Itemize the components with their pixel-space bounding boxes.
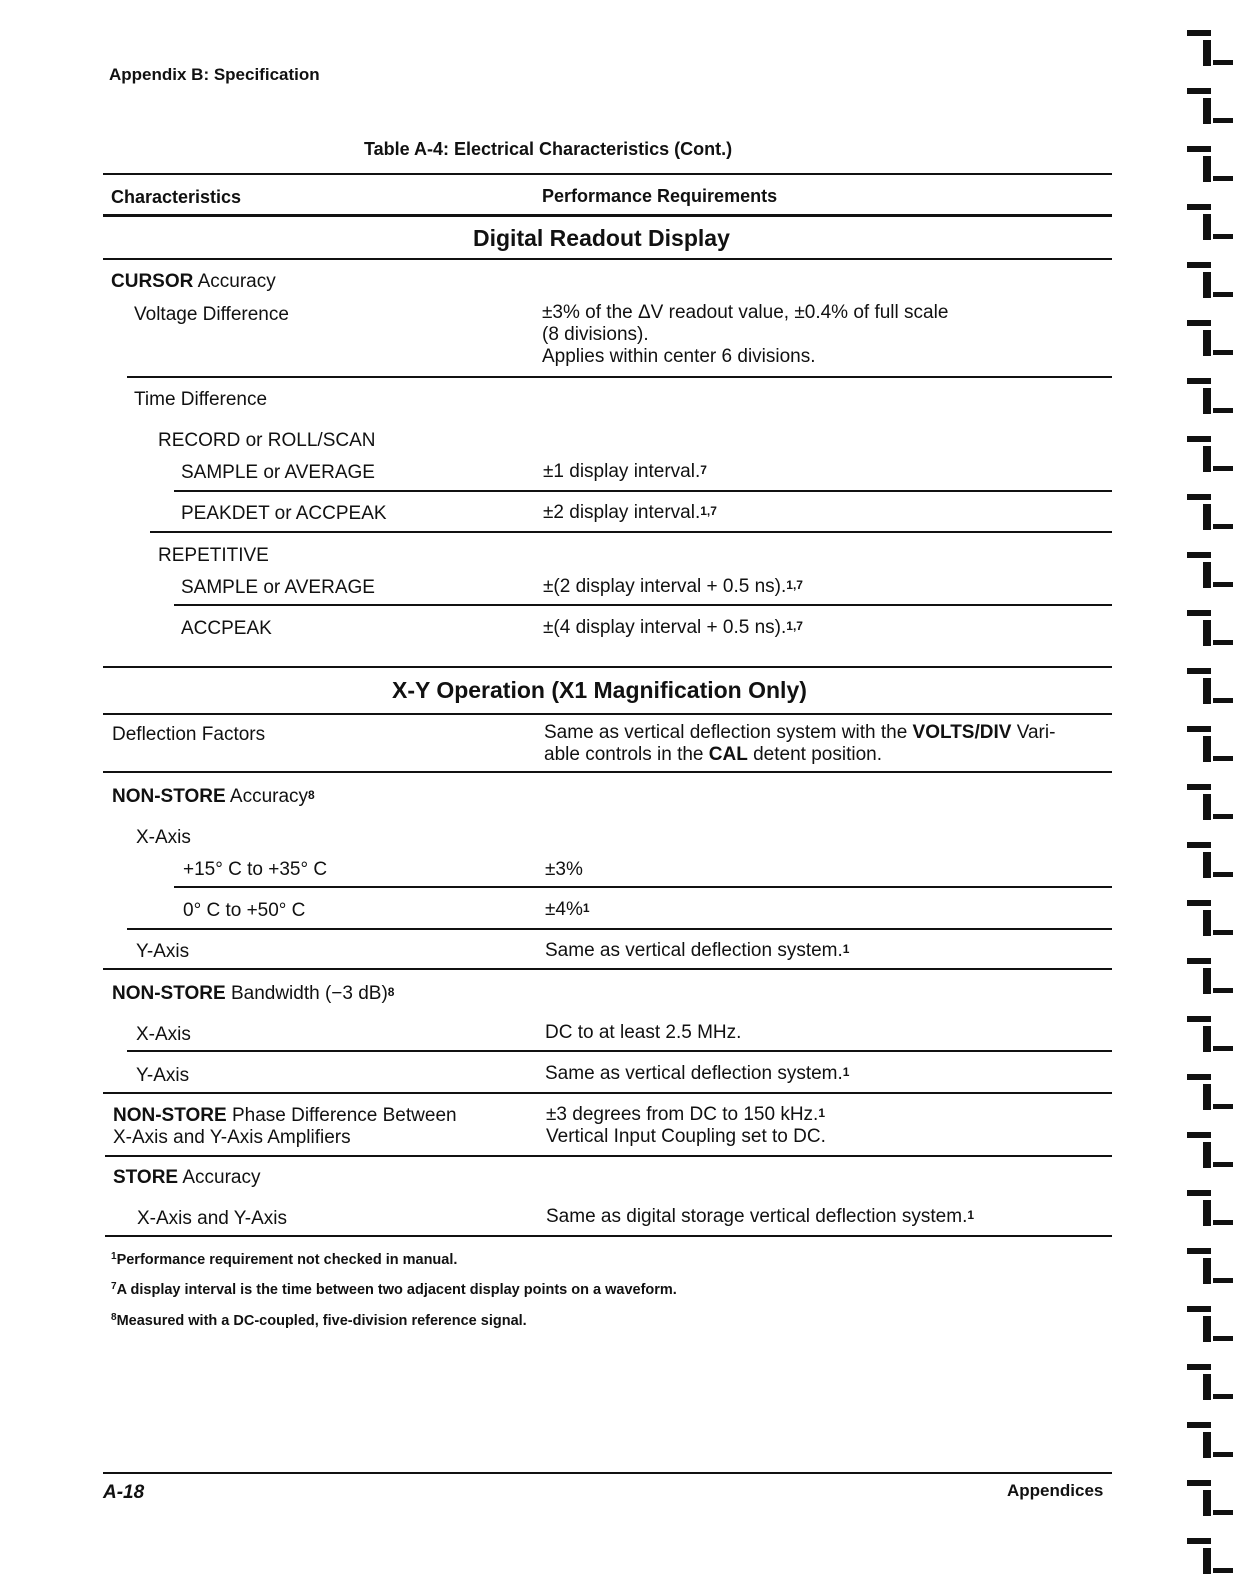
edge-mark: [1203, 446, 1211, 472]
edge-mark: [1187, 1538, 1211, 1544]
page-number: A-18: [103, 1482, 145, 1503]
edge-mark: [1203, 794, 1211, 820]
footer-section-name: Appendices: [1007, 1481, 1104, 1500]
edge-mark: [1213, 1046, 1233, 1051]
edge-mark: [1213, 582, 1233, 587]
deflection-factors-label: Deflection Factors: [112, 724, 266, 745]
edge-mark: [1187, 1480, 1211, 1486]
edge-mark: [1203, 562, 1211, 588]
temp-range-2-spec: ±4%$^1$: [545, 899, 590, 920]
y-axis-label: Y-Axis: [136, 941, 190, 962]
edge-mark: [1203, 620, 1211, 646]
edge-mark: [1213, 408, 1233, 413]
edge-mark: [1187, 1016, 1211, 1022]
record-roll-scan-label: RECORD or ROLL/SCAN: [158, 430, 376, 451]
edge-mark: [1213, 1510, 1233, 1515]
edge-mark: [1187, 1132, 1211, 1138]
footer-rule: [103, 1472, 1112, 1474]
row-rule: [174, 604, 1112, 606]
edge-mark: [1203, 504, 1211, 530]
edge-mark: [1213, 118, 1233, 123]
edge-mark: [1213, 1452, 1233, 1457]
row-rule: [150, 531, 1112, 533]
edge-mark: [1213, 60, 1233, 65]
phase-difference-label-line1: NON-STORE Phase Difference Between: [113, 1105, 457, 1126]
bandwidth-y-axis-spec: Same as vertical deflection system.$^1$: [545, 1063, 850, 1084]
edge-mark: [1187, 378, 1211, 384]
edge-mark: [1203, 736, 1211, 762]
edge-mark: [1203, 1316, 1211, 1342]
edge-mark: [1187, 784, 1211, 790]
bandwidth-x-axis-spec: DC to at least 2.5 MHz.: [545, 1022, 742, 1043]
row-rule: [105, 1155, 1112, 1157]
row-rule: [127, 1050, 1112, 1052]
edge-mark: [1187, 1422, 1211, 1428]
edge-mark: [1203, 1490, 1211, 1516]
y-axis-spec: Same as vertical deflection system.$^1$: [545, 940, 850, 961]
row-rule: [174, 886, 1112, 888]
deflection-factors-spec-line2: able controls in the CAL detent position.: [544, 744, 882, 765]
edge-mark: [1187, 146, 1211, 152]
edge-mark: [1213, 872, 1233, 877]
header-bottom-rule: [103, 214, 1112, 217]
edge-mark: [1203, 1258, 1211, 1284]
row-rule: [174, 490, 1112, 492]
edge-mark: [1187, 494, 1211, 500]
store-accuracy-label: STORE Accuracy: [113, 1167, 261, 1188]
row-rule: [127, 928, 1112, 930]
record-peakdet-label: PEAKDET or ACCPEAK: [181, 503, 387, 524]
non-store-accuracy-label: NON-STORE Accuracy$^8$: [112, 786, 315, 807]
table-bottom-rule: [105, 1235, 1112, 1237]
edge-mark: [1187, 262, 1211, 268]
edge-mark: [1213, 234, 1233, 239]
row-rule: [103, 771, 1112, 773]
section-title-digital-readout: Digital Readout Display: [473, 225, 730, 251]
edge-mark: [1213, 176, 1233, 181]
edge-mark: [1187, 436, 1211, 442]
time-difference-label: Time Difference: [134, 389, 268, 410]
x-axis-label: X-Axis: [136, 827, 191, 848]
edge-mark: [1203, 852, 1211, 878]
edge-mark: [1187, 1190, 1211, 1196]
edge-mark: [1187, 1364, 1211, 1370]
phase-difference-spec-line2: Vertical Input Coupling set to DC.: [546, 1126, 826, 1147]
edge-mark: [1203, 388, 1211, 414]
edge-mark: [1203, 1432, 1211, 1458]
edge-mark: [1187, 552, 1211, 558]
edge-mark: [1213, 1220, 1233, 1225]
column-header-characteristics: Characteristics: [111, 187, 242, 207]
cursor-accuracy-label: CURSOR Accuracy: [111, 271, 276, 292]
temp-range-1-label: +15° C to +35° C: [183, 859, 328, 880]
edge-mark: [1203, 330, 1211, 356]
running-header: Appendix B: Specification: [109, 65, 320, 84]
edge-mark: [1203, 678, 1211, 704]
edge-mark: [1213, 640, 1233, 645]
edge-mark: [1187, 1248, 1211, 1254]
edge-mark: [1213, 292, 1233, 297]
edge-mark: [1203, 272, 1211, 298]
phase-difference-spec-line1: ±3 degrees from DC to 150 kHz.$^1$: [546, 1104, 826, 1125]
table-top-rule: [103, 173, 1112, 175]
edge-mark: [1213, 756, 1233, 761]
edge-mark: [1213, 1278, 1233, 1283]
section-title-xy-operation: X-Y Operation (X1 Magnification Only): [392, 677, 807, 703]
temp-range-1-spec: ±3%: [545, 859, 583, 880]
edge-mark: [1187, 1306, 1211, 1312]
edge-mark: [1203, 1200, 1211, 1226]
record-peakdet-spec: ±2 display interval.$^{1,7}$: [543, 502, 717, 523]
edge-mark: [1187, 30, 1211, 36]
edge-mark: [1213, 698, 1233, 703]
page-edge-tab-marks: [1173, 0, 1233, 1586]
edge-mark: [1187, 958, 1211, 964]
edge-mark: [1203, 214, 1211, 240]
edge-mark: [1213, 814, 1233, 819]
edge-mark: [1213, 466, 1233, 471]
edge-mark: [1213, 1336, 1233, 1341]
voltage-difference-spec-line2: (8 divisions).: [542, 324, 649, 345]
record-sample-average-spec: ±1 display interval.$^7$: [543, 461, 707, 482]
edge-mark: [1203, 98, 1211, 124]
edge-mark: [1203, 1548, 1211, 1574]
edge-mark: [1187, 668, 1211, 674]
edge-mark: [1187, 1074, 1211, 1080]
voltage-difference-label: Voltage Difference: [134, 304, 289, 325]
repetitive-accpeak-spec: ±(4 display interval + 0.5 ns).$^{1,7}$: [543, 617, 803, 638]
edge-mark: [1187, 204, 1211, 210]
record-sample-average-label: SAMPLE or AVERAGE: [181, 462, 375, 483]
table-caption: Table A-4: Electrical Characteristics (Cont.): [364, 139, 733, 159]
edge-mark: [1203, 40, 1211, 66]
edge-mark: [1203, 1026, 1211, 1052]
edge-mark: [1187, 900, 1211, 906]
edge-mark: [1213, 1568, 1233, 1573]
repetitive-accpeak-label: ACCPEAK: [181, 618, 272, 639]
temp-range-2-label: 0° C to +50° C: [183, 900, 306, 921]
section-top-rule: [103, 666, 1112, 668]
edge-mark: [1203, 910, 1211, 936]
deflection-factors-spec-line1: Same as vertical deflection system with the VOLTS/DIV Vari-: [544, 722, 1056, 743]
edge-mark: [1203, 1142, 1211, 1168]
edge-mark: [1203, 1084, 1211, 1110]
edge-mark: [1213, 350, 1233, 355]
footnote-1: $^1$Performance requirement not checked in manual.: [111, 1251, 458, 1268]
non-store-bandwidth-label: NON-STORE Bandwidth (−3 dB)$^8$: [112, 983, 395, 1004]
edge-mark: [1213, 930, 1233, 935]
section-rule: [103, 258, 1112, 260]
edge-mark: [1187, 842, 1211, 848]
edge-mark: [1187, 88, 1211, 94]
phase-difference-label-line2: X-Axis and Y-Axis Amplifiers: [113, 1127, 351, 1148]
repetitive-sample-average-spec: ±(2 display interval + 0.5 ns).$^{1,7}$: [543, 576, 803, 597]
row-rule: [127, 376, 1112, 378]
edge-mark: [1203, 156, 1211, 182]
section-rule: [103, 713, 1112, 715]
column-header-performance: Performance Requirements: [542, 186, 778, 206]
footnote-7: $^7$A display interval is the time between two adjacent display points on a waveform.: [111, 1281, 677, 1298]
edge-mark: [1213, 988, 1233, 993]
edge-mark: [1203, 1374, 1211, 1400]
edge-mark: [1187, 610, 1211, 616]
edge-mark: [1213, 1394, 1233, 1399]
voltage-difference-spec-line1: ±3% of the ΔV readout value, ±0.4% of full scale: [542, 302, 949, 323]
edge-mark: [1203, 968, 1211, 994]
edge-mark: [1213, 1104, 1233, 1109]
row-rule: [103, 968, 1112, 970]
row-rule: [103, 1092, 1112, 1094]
repetitive-label: REPETITIVE: [158, 545, 269, 566]
store-xy-axis-spec: Same as digital storage vertical deflection system.$^1$: [546, 1206, 975, 1227]
edge-mark: [1187, 726, 1211, 732]
repetitive-sample-average-label: SAMPLE or AVERAGE: [181, 577, 375, 598]
edge-mark: [1187, 320, 1211, 326]
store-xy-axis-label: X-Axis and Y-Axis: [137, 1208, 287, 1229]
voltage-difference-spec-line3: Applies within center 6 divisions.: [542, 346, 816, 367]
edge-mark: [1213, 524, 1233, 529]
footnote-8: $^8$Measured with a DC-coupled, five-division reference signal.: [111, 1312, 527, 1329]
edge-mark: [1213, 1162, 1233, 1167]
bandwidth-x-axis-label: X-Axis: [136, 1024, 191, 1045]
bandwidth-y-axis-label: Y-Axis: [136, 1065, 190, 1086]
